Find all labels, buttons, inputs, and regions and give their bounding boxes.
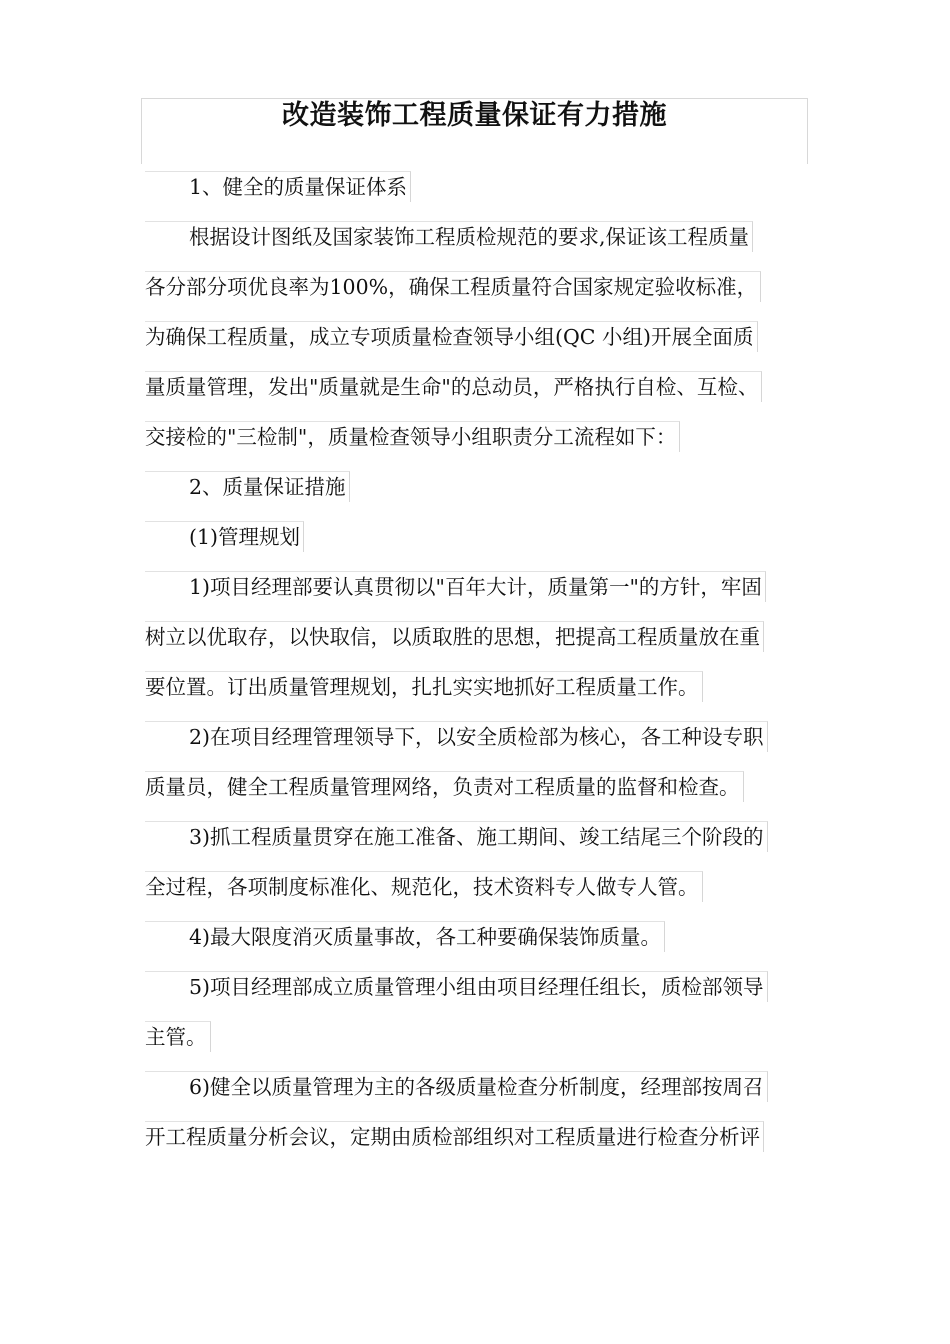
paragraph-line: 为确保工程质量，成立专项质量检查领导小组(QC 小组)开展全面质	[145, 321, 758, 352]
paragraph-line: 要位置。订出质量管理规划，扎扎实实地抓好工程质量工作。	[145, 671, 703, 702]
paragraph-line: 量质量管理，发出"质量就是生命"的总动员，严格执行自检、互检、	[145, 371, 762, 402]
paragraph-line: 开工程质量分析会议，定期由质检部组织对工程质量进行检查分析评	[145, 1121, 764, 1152]
paragraph-line: 3)抓工程质量贯穿在施工准备、施工期间、竣工结尾三个阶段的	[145, 821, 768, 852]
paragraph-line: 交接检的"三检制"，质量检查领导小组职责分工流程如下：	[145, 421, 680, 452]
paragraph-line: 4)最大限度消灭质量事故，各工种要确保装饰质量。	[145, 921, 665, 952]
paragraph-line: 树立以优取存，以快取信，以质取胜的思想，把提高工程质量放在重	[145, 621, 764, 652]
paragraph-line: 5)项目经理部成立质量管理小组由项目经理任组长，质检部领导	[145, 971, 768, 1002]
paragraph-line: 全过程，各项制度标准化、规范化，技术资料专人做专人管。	[145, 871, 703, 902]
paragraph-line: 1)项目经理部要认真贯彻以"百年大计，质量第一"的方针，牢固	[145, 571, 766, 602]
paragraph-line: 2)在项目经理管理领导下，以安全质检部为核心，各工种设专职	[145, 721, 768, 752]
paragraph-line: 根据设计图纸及国家装饰工程质检规范的要求,保证该工程质量	[145, 221, 753, 252]
section-heading: 2、质量保证措施	[145, 471, 350, 502]
subsection-heading: (1)管理规划	[145, 521, 304, 552]
section-heading: 1、健全的质量保证体系	[145, 171, 411, 202]
document-title: 改造装饰工程质量保证有力措施	[282, 100, 667, 131]
paragraph-line: 质量员，健全工程质量管理网络，负责对工程质量的监督和检查。	[145, 771, 744, 802]
paragraph-line: 各分部分项优良率为100%，确保工程质量符合国家规定验收标准，	[145, 271, 761, 302]
paragraph-line: 主管。	[145, 1021, 211, 1052]
paragraph-line: 6)健全以质量管理为主的各级质量检查分析制度，经理部按周召	[145, 1071, 768, 1102]
